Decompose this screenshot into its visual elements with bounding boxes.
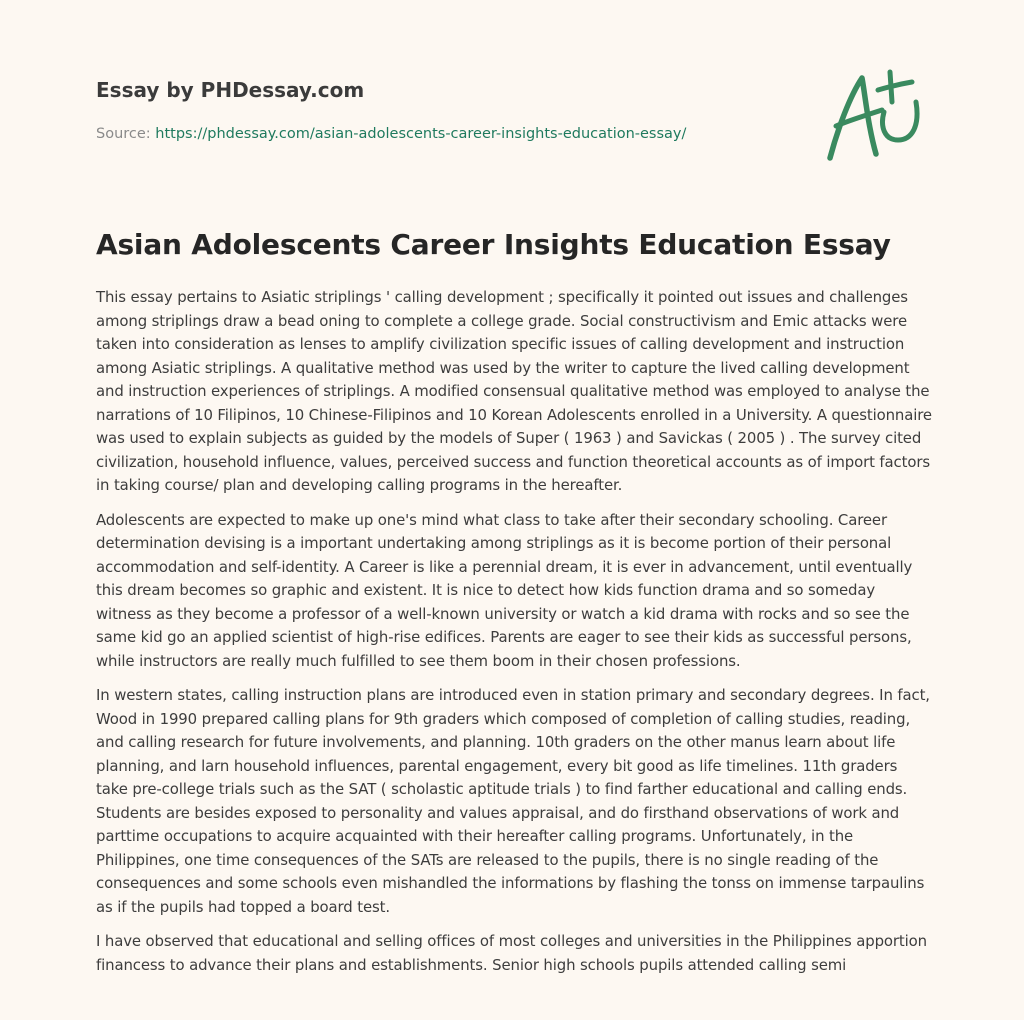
essay-title: Asian Adolescents Career Insights Education Essay (96, 228, 891, 261)
source-link[interactable]: https://phdessay.com/asian-adolescents-career-insights-education-essay/ (155, 126, 687, 142)
a-plus-logo-icon (820, 66, 930, 166)
brand-title: Essay by PHDessay.com (96, 78, 365, 102)
essay-paragraph: I have observed that educational and selling offices of most colleges and universities in the Philippines apportion financess to advance their plans and establishments. Senior high schools pupils attended calling semi (96, 932, 927, 974)
essay-body (96, 286, 932, 988)
source-label: Source: (96, 126, 156, 142)
site-header (96, 76, 796, 144)
essay-paragraph: In western states, calling instruction plans are introduced even in station primary and secondary degrees. In fact, Wood in 1990 prepared calling plans for 9th graders which composed of completion of calling studies, reading, and calling research for future involvements, and planning. 10th graders on the other manus learn about life planning, and larn household influences, parental engagement, every bit good as life timelines. 11th graders take pre-college trials such as the SAT ( scholastic aptitude trials ) to find farther educational and calling ends. Students are besides exposed to personality and values appraisal, and do firsthand observations of work and parttime occupations to acquire acquainted with their hereafter calling programs. Unfortunately, in the Philippines, one time consequences of the SATs are released to the pupils, there is no single reading of the consequences and some schools even mishandled the informations by flashing the tonss on immense tarpaulins as if the pupils had topped a board test. (96, 686, 930, 916)
essay-paragraph: This essay pertains to Asiatic striplings ' calling development ; specifically it pointed out issues and challenges among striplings draw a bead oning to complete a college grade. Social constructivism and Emic attacks were taken into consideration as lenses to amplify civilization specific issues of calling development and instruction among Asiatic striplings. A qualitative method was used by the writer to capture the lived calling development and instruction experiences of striplings. A modified consensual qualitative method was employed to analyse the narrations of 10 Filipinos, 10 Chinese-Filipinos and 10 Korean Adolescents enrolled in a University. A questionnaire was used to explain subjects as guided by the models of Super ( 1963 ) and Savickas ( 2005 ) . The survey cited civilization, household influence, values, perceived success and function theoretical accounts as of import factors in taking course/ plan and developing calling programs in the hereafter. (96, 288, 932, 494)
source-line (96, 124, 796, 144)
essay-paragraph: Adolescents are expected to make up one's mind what class to take after their secondary schooling. Career determination devising is a important undertaking among striplings as it is become portion of their personal accommodation and self-identity. A Career is like a perennial dream, it is ever in advancement, until eventually this dream becomes so graphic and existent. It is nice to detect how kids function drama and so someday witness as they become a professor of a well-known university or watch a kid drama with rocks and so see the same kid go an applied scientist of high-rise edifices. Parents are eager to see their kids as successful persons, while instructors are really much fulfilled to see them boom in their chosen professions. (96, 510, 913, 670)
